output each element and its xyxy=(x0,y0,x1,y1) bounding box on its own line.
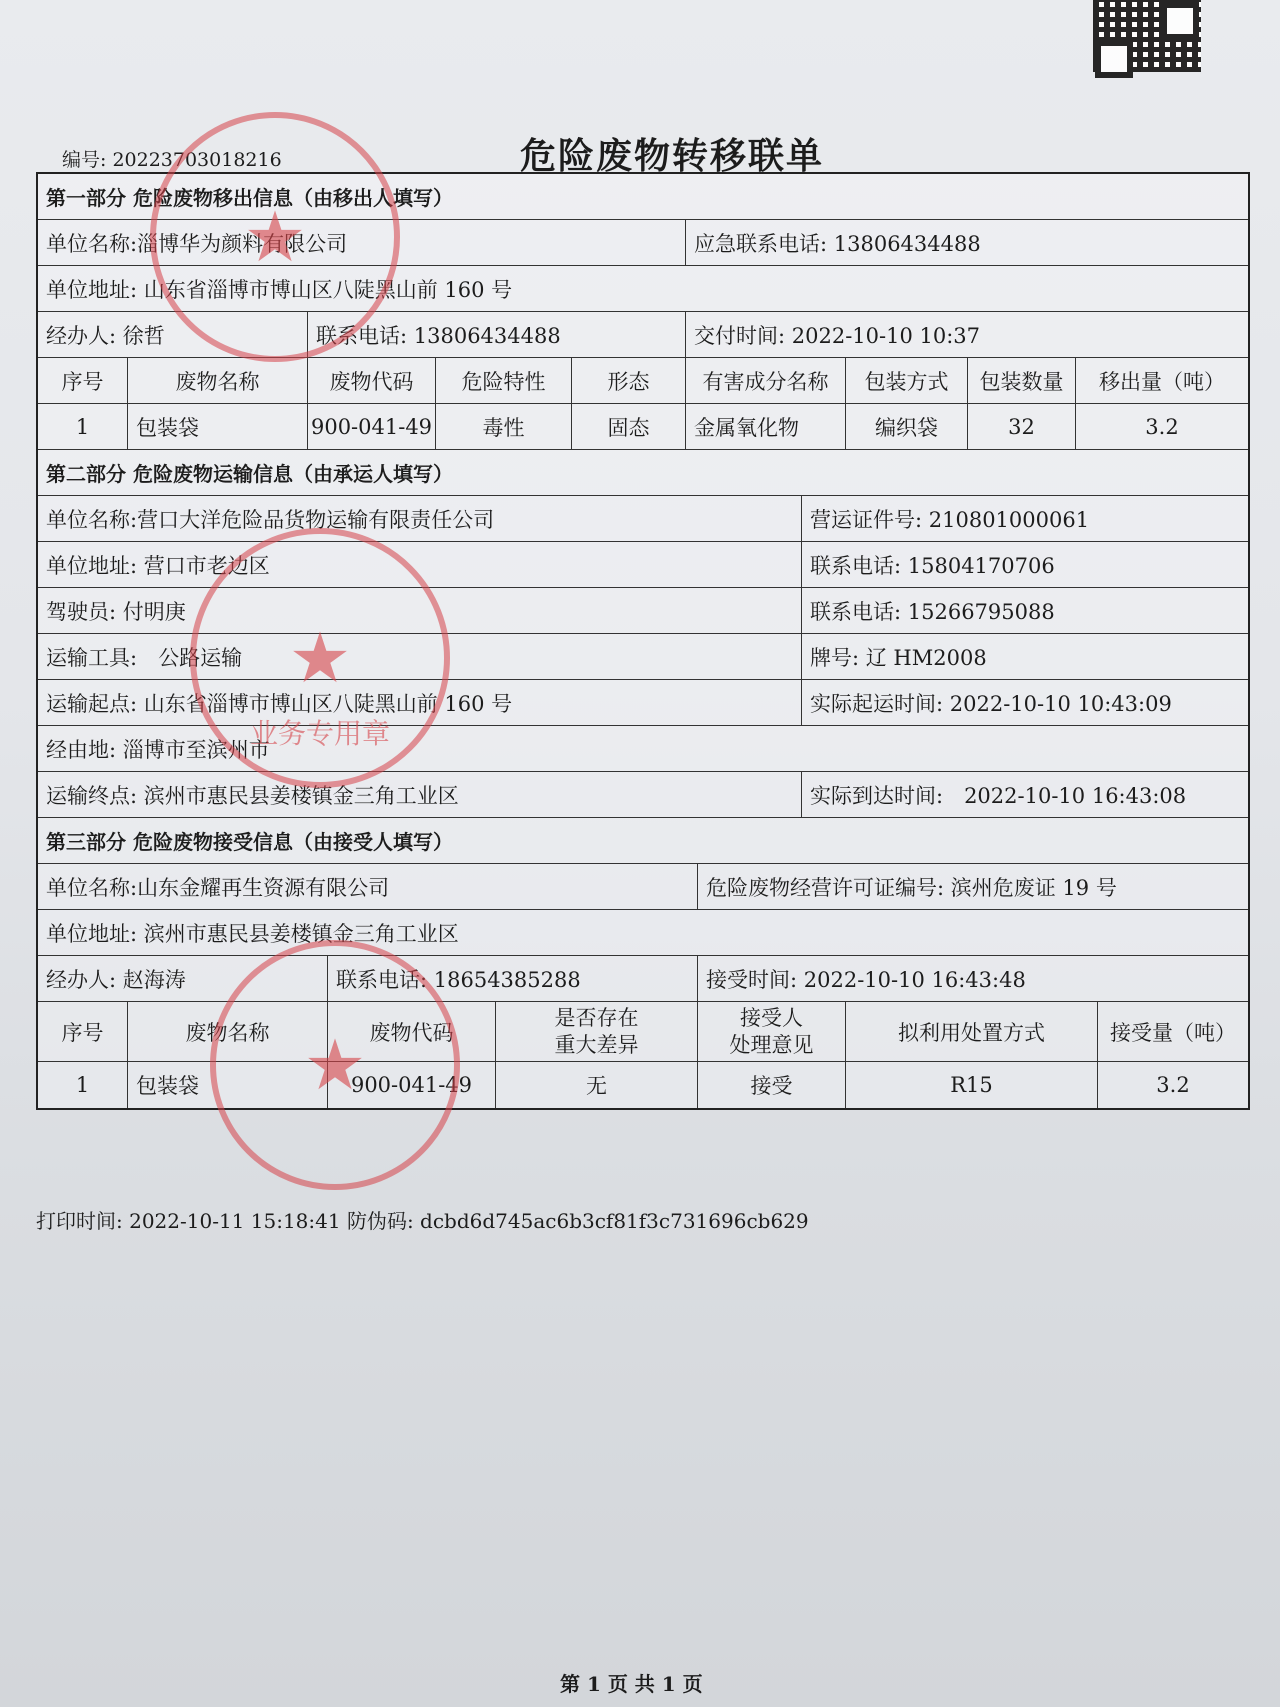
print-footer: 打印时间: 2022-10-11 15:18:41 防伪码: dcbd6d745ac6b3cf81f3c731696cb629 xyxy=(36,1209,809,1233)
qr-code xyxy=(1093,0,1201,72)
part3-unit-name: 单位名称:山东金耀再生资源有限公司 xyxy=(38,864,698,909)
part3-phone: 联系电话: 18654385288 xyxy=(328,956,698,1001)
part1-unit-row xyxy=(38,220,1248,266)
col3-index: 序号 xyxy=(38,1002,128,1061)
part3-header-row xyxy=(38,818,1248,864)
part2-destination: 运输终点: 滨州市惠民县姜楼镇金三角工业区 xyxy=(38,772,802,817)
part1-unit-name: 单位名称:淄博华为颜料有限公司 xyxy=(38,220,686,265)
part2-phone1: 联系电话: 15804170706 xyxy=(810,553,1055,578)
part2-header: 第二部分 危险废物运输信息（由承运人填写） xyxy=(46,462,453,486)
cell-hazard: 毒性 xyxy=(436,404,572,449)
col-waste-code: 废物代码 xyxy=(308,358,436,403)
part1-handler: 经办人: 徐哲 xyxy=(38,312,308,357)
part2-origin: 运输起点: 山东省淄博市博山区八陡黑山前 160 号 xyxy=(38,680,802,725)
serial-number: 编号: 20223703018216 xyxy=(62,149,282,171)
part1-emergency-phone: 应急联系电话: 13806434488 xyxy=(694,231,981,256)
cell-pack-count: 32 xyxy=(968,404,1076,449)
part2-driver-row xyxy=(38,588,1248,634)
cell3-waste-code: 900-041-49 xyxy=(328,1062,496,1108)
cell3-disposal: R15 xyxy=(846,1062,1098,1108)
part1-delivery-time: 交付时间: 2022-10-10 10:37 xyxy=(694,323,981,348)
part2-header-row xyxy=(38,450,1248,496)
col3-opinion-line1: 接受人 xyxy=(740,1005,803,1030)
transfer-form xyxy=(36,172,1250,1110)
part2-phone2: 联系电话: 15266795088 xyxy=(810,599,1055,624)
cell-index: 1 xyxy=(38,404,128,449)
cell3-discrepancy: 无 xyxy=(496,1062,698,1108)
col3-opinion xyxy=(698,1002,846,1061)
col3-opinion-line2: 处理意见 xyxy=(729,1032,814,1057)
part2-license: 营运证件号: 210801000061 xyxy=(810,507,1090,532)
col3-disposal: 拟利用处置方式 xyxy=(846,1002,1098,1061)
part2-departure: 实际起运时间: 2022-10-10 10:43:09 xyxy=(810,691,1172,716)
part3-table-header xyxy=(38,1002,1248,1062)
part3-handler: 经办人: 赵海涛 xyxy=(38,956,328,1001)
cell-out-amount: 3.2 xyxy=(1145,414,1179,439)
seal-star-icon: ★ xyxy=(243,196,307,278)
col-index: 序号 xyxy=(38,358,128,403)
part2-origin-row xyxy=(38,680,1248,726)
cell3-received-amount: 3.2 xyxy=(1156,1073,1190,1097)
part2-route-row xyxy=(38,726,1248,772)
part1-header-row xyxy=(38,174,1248,220)
cell-harmful-component: 金属氧化物 xyxy=(686,404,846,449)
part2-vehicle: 运输工具: 公路运输 xyxy=(38,634,802,679)
col3-waste-code: 废物代码 xyxy=(328,1002,496,1061)
part1-header: 第一部分 危险废物移出信息（由移出人填写） xyxy=(46,186,453,210)
col3-discrepancy-line1: 是否存在 xyxy=(554,1005,639,1030)
cell-form: 固态 xyxy=(572,404,686,449)
col-hazard: 危险特性 xyxy=(436,358,572,403)
col3-waste-name: 废物名称 xyxy=(128,1002,328,1061)
part2-driver: 驾驶员: 付明庚 xyxy=(38,588,802,633)
cell3-index: 1 xyxy=(38,1062,128,1108)
part1-address: 单位地址: 山东省淄博市博山区八陡黑山前 160 号 xyxy=(46,277,513,302)
part2-destination-row xyxy=(38,772,1248,818)
col-out-amount: 移出量（吨） xyxy=(1099,369,1225,394)
seal-star-icon: ★ xyxy=(303,1024,367,1106)
cell3-waste-name: 包装袋 xyxy=(128,1062,328,1108)
col-waste-name: 废物名称 xyxy=(128,358,308,403)
col-pack-count: 包装数量 xyxy=(968,358,1076,403)
part3-table-row xyxy=(38,1062,1248,1108)
part2-unit-row xyxy=(38,496,1248,542)
part1-table-header xyxy=(38,358,1248,404)
part2-address: 单位地址: 营口市老边区 xyxy=(38,542,802,587)
part3-unit-row xyxy=(38,864,1248,910)
seal-text: 业务专用章 xyxy=(249,717,390,750)
part2-vehicle-row xyxy=(38,634,1248,680)
seal-star-icon: ★ xyxy=(288,617,352,699)
part2-plate: 牌号: 辽 HM2008 xyxy=(810,645,987,670)
part3-address: 单位地址: 滨州市惠民县姜楼镇金三角工业区 xyxy=(46,921,459,946)
part1-handler-row xyxy=(38,312,1248,358)
cell3-opinion: 接受 xyxy=(698,1062,846,1108)
col3-discrepancy xyxy=(496,1002,698,1061)
part2-arrival: 实际到达时间: 2022-10-10 16:43:08 xyxy=(810,783,1187,808)
part3-header: 第三部分 危险废物接受信息（由接受人填写） xyxy=(46,830,453,854)
col3-received-amount: 接受量（吨） xyxy=(1110,1020,1236,1045)
part3-address-row xyxy=(38,910,1248,956)
page-title: 危险废物转移联单 xyxy=(520,136,825,177)
col-packaging: 包装方式 xyxy=(846,358,968,403)
part3-handler-row xyxy=(38,956,1248,1002)
part3-receive-time: 接受时间: 2022-10-10 16:43:48 xyxy=(706,967,1026,992)
cell-packaging: 编织袋 xyxy=(846,404,968,449)
part1-table-row xyxy=(38,404,1248,450)
part1-phone: 联系电话: 13806434488 xyxy=(308,312,686,357)
part2-address-row xyxy=(38,542,1248,588)
part3-permit: 危险废物经营许可证编号: 滨州危废证 19 号 xyxy=(706,875,1117,900)
col-harmful-component: 有害成分名称 xyxy=(686,358,846,403)
cell-waste-code: 900-041-49 xyxy=(308,404,436,449)
part2-unit-name: 单位名称:营口大洋危险品货物运输有限责任公司 xyxy=(38,496,802,541)
col-form: 形态 xyxy=(572,358,686,403)
cell-waste-name: 包装袋 xyxy=(128,404,308,449)
part2-route: 经由地: 淄博市至滨州市 xyxy=(46,737,270,762)
part1-address-row xyxy=(38,266,1248,312)
page-number: 第 1 页 共 1 页 xyxy=(560,1672,703,1696)
col3-discrepancy-line2: 重大差异 xyxy=(554,1032,639,1057)
